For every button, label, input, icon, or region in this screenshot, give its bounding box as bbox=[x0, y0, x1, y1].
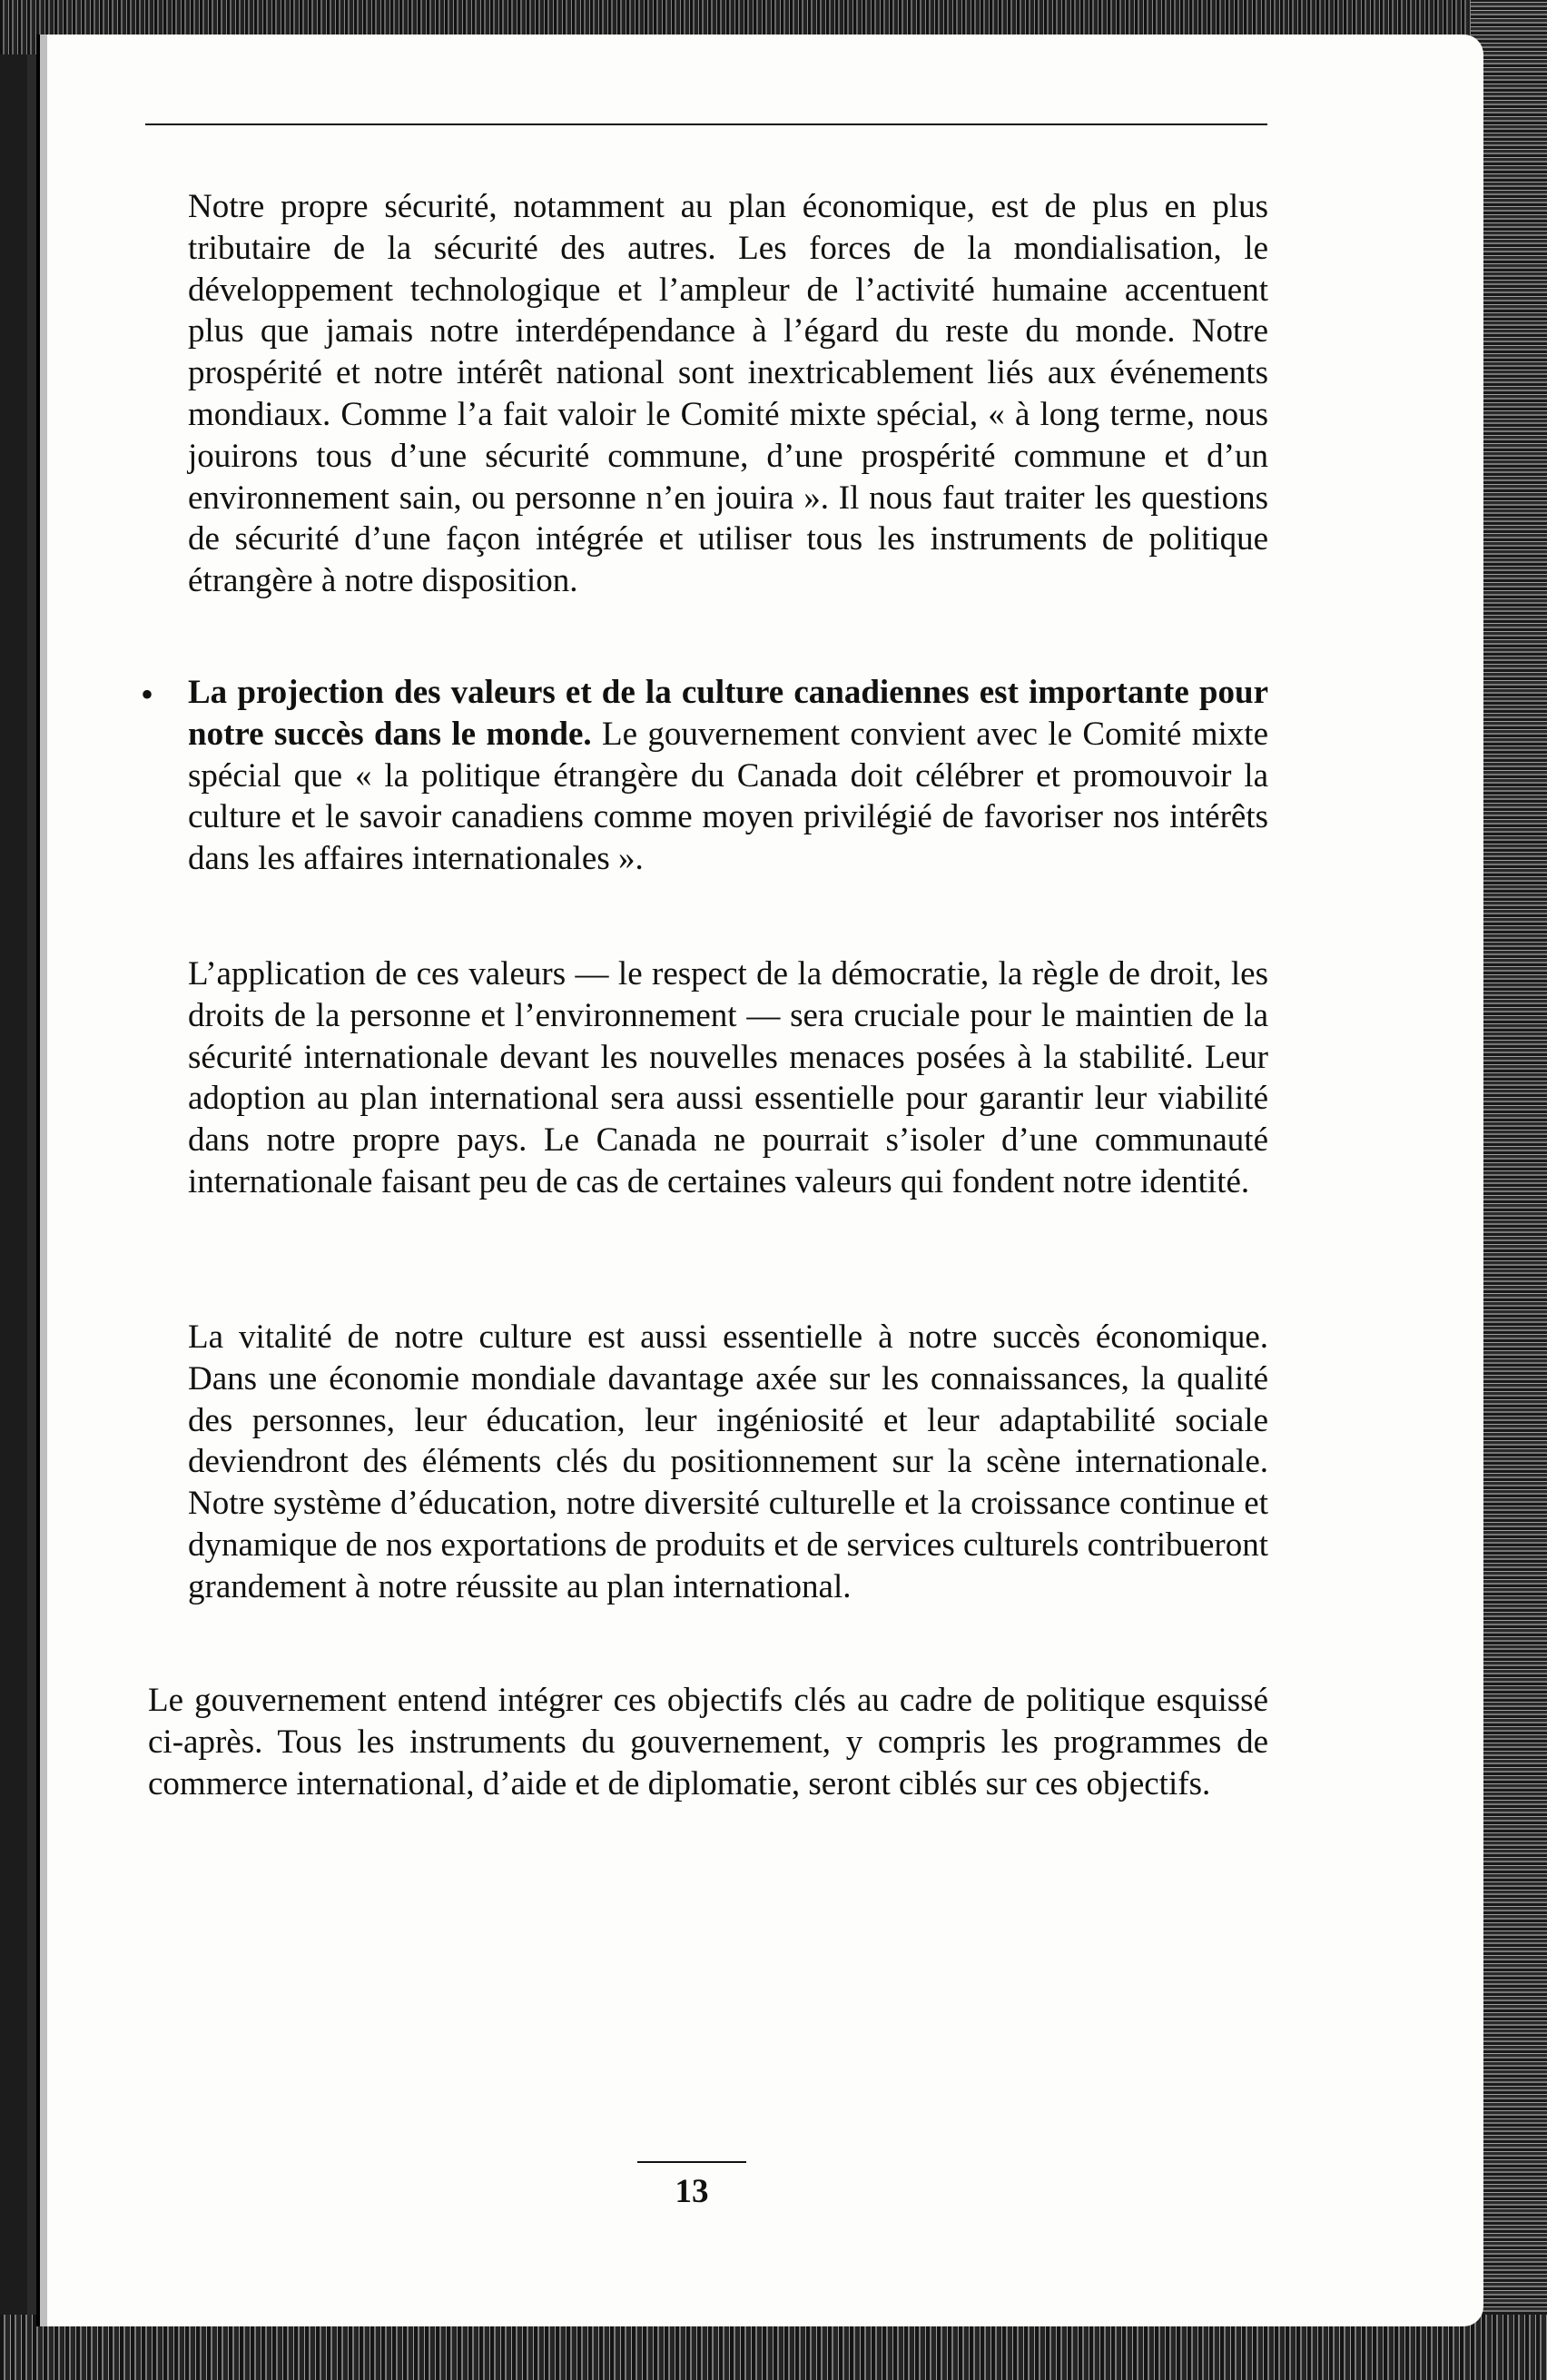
footer-rule bbox=[637, 2161, 746, 2163]
bullet-marker: • bbox=[141, 674, 154, 715]
bullet-paragraph-values bbox=[188, 672, 1268, 880]
header-rule bbox=[145, 123, 1267, 125]
page-number: 13 bbox=[675, 2173, 709, 2210]
paragraph-culture-vitality: La vitalité de notre culture est aussi essentielle à notre succès économique. Dans une économie mondiale davantage axée sur les connaissances, la qualité des personnes, leur éducation, leur ingéniosité et leur adaptabilité sociale deviendront des éléments clés du positionnement sur la scène internationale. Notre système d’éducation, notre diversité culturelle et la croissance continue et dynamique de nos exportations de produits et de services culturels contribueront grandement à notre réussite au plan international. bbox=[188, 1318, 1268, 1605]
paragraph-application-values: L’application de ces valeurs — le respect de la démocratie, la règle de droit, les droits de la personne et l’environnement — sera cruciale pour le maintien de la sécurité internationale devant les nouvelles menaces posées à la stabilité. Leur adoption au plan international sera aussi essentielle pour garantir leur viabilité dans notre propre pays. Le Canada ne pourrait s’isoler d’une communauté internationale faisant peu de cas de certaines valeurs qui fondent notre identité. bbox=[188, 955, 1268, 1200]
scan-border-left bbox=[0, 0, 27, 2380]
paragraph-government-objectives: Le gouvernement entend intégrer ces objectifs clés au cadre de politique esquissé ci-après. Tous les instruments du gouvernement, y compris les programmes de commerce international, d’aide et de diplomatie, seront ciblés sur ces objectifs. bbox=[148, 1682, 1268, 1802]
bullet-heading: La projection des valeurs et de la culture canadiennes est importante pour notre succès dans le monde. bbox=[188, 674, 1268, 753]
bullet-body: Le gouvernement convient avec le Comité mixte spécial que « la politique étrangère du Canada doit célébrer et promouvoir la culture et le savoir canadiens comme moyen privilégié de favoriser nos intérêts dans les affaires internationales ». bbox=[188, 715, 1268, 878]
paragraph-security: Notre propre sécurité, notamment au plan économique, est de plus en plus tributaire de la sécurité des autres. Les forces de la mondialisation, le développement technologique et l’ampleur de l’activité humaine accentuent plus que jamais notre interdépendance à l’égard du reste du monde. Notre prospérité et notre intérêt national sont inextricablement liés aux événements mondiaux. Comme l’a fait valoir le Comité mixte spécial, « à long terme, nous jouirons tous d’une sécurité commune, d’une prospérité commune et d’un environnement sain, ou personne n’en jouira ». Il nous faut traiter les questions de sécurité d’une façon intégrée et utiliser tous les instruments de politique étrangère à notre disposition. bbox=[188, 188, 1268, 600]
